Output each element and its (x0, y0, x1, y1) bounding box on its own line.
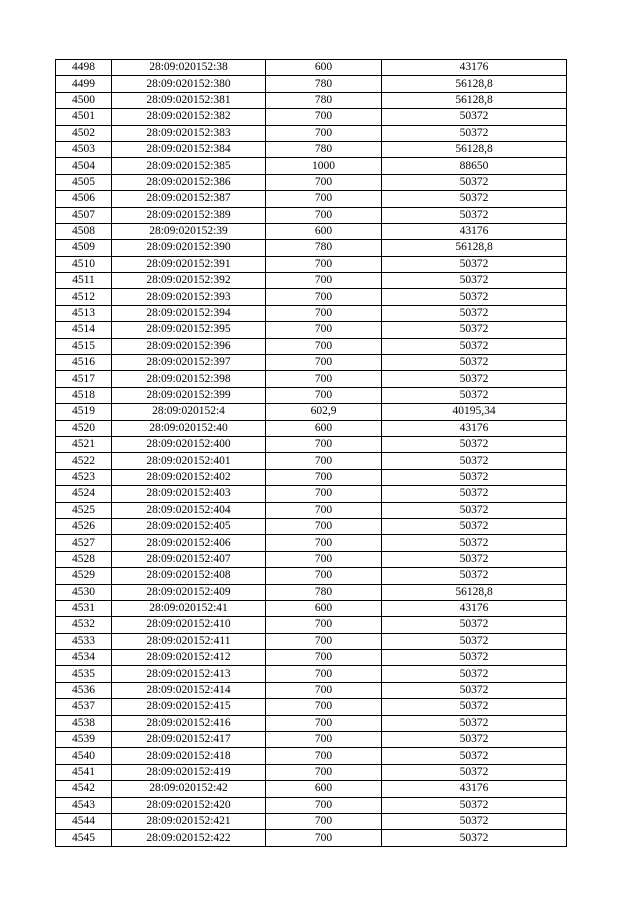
cadastral-number-cell: 28:09:020152:407 (112, 551, 266, 567)
number-cell: 700 (266, 666, 382, 682)
cadastral-number-cell: 28:09:020152:400 (112, 436, 266, 452)
cadastral-number-cell: 28:09:020152:417 (112, 732, 266, 748)
cadastral-number-cell: 28:09:020152:406 (112, 535, 266, 551)
index-cell: 4516 (56, 355, 112, 371)
cadastral-number-cell: 28:09:020152:411 (112, 633, 266, 649)
value-cell: 43176 (382, 600, 567, 616)
table-row (56, 600, 567, 616)
table-row (56, 273, 567, 289)
cadastral-number-cell: 28:09:020152:384 (112, 141, 266, 157)
value-cell: 50372 (382, 371, 567, 387)
table-row (56, 420, 567, 436)
number-cell: 780 (266, 584, 382, 600)
table-row (56, 584, 567, 600)
index-cell: 4542 (56, 781, 112, 797)
index-cell: 4514 (56, 322, 112, 338)
number-cell: 600 (266, 420, 382, 436)
table-row (56, 60, 567, 76)
value-cell: 50372 (382, 682, 567, 698)
table-row (56, 371, 567, 387)
number-cell: 700 (266, 830, 382, 846)
value-cell: 50372 (382, 338, 567, 354)
index-cell: 4540 (56, 748, 112, 764)
cadastral-number-cell: 28:09:020152:409 (112, 584, 266, 600)
value-cell: 50372 (382, 518, 567, 534)
number-cell: 700 (266, 682, 382, 698)
index-cell: 4536 (56, 682, 112, 698)
table-row (56, 469, 567, 485)
cadastral-number-cell: 28:09:020152:416 (112, 715, 266, 731)
value-cell: 50372 (382, 748, 567, 764)
index-cell: 4535 (56, 666, 112, 682)
value-cell: 50372 (382, 732, 567, 748)
cadastral-number-cell: 28:09:020152:38 (112, 60, 266, 76)
index-cell: 4512 (56, 289, 112, 305)
index-cell: 4544 (56, 813, 112, 829)
cadastral-number-cell: 28:09:020152:380 (112, 76, 266, 92)
table-row (56, 813, 567, 829)
cadastral-number-cell: 28:09:020152:403 (112, 486, 266, 502)
index-cell: 4529 (56, 568, 112, 584)
table-row (56, 453, 567, 469)
number-cell: 700 (266, 813, 382, 829)
index-cell: 4530 (56, 584, 112, 600)
cadastral-number-cell: 28:09:020152:41 (112, 600, 266, 616)
table-row (56, 109, 567, 125)
index-cell: 4502 (56, 125, 112, 141)
index-cell: 4507 (56, 207, 112, 223)
value-cell: 50372 (382, 469, 567, 485)
number-cell: 1000 (266, 158, 382, 174)
cadastral-number-cell: 28:09:020152:415 (112, 699, 266, 715)
table-row (56, 174, 567, 190)
index-cell: 4510 (56, 256, 112, 272)
value-cell: 50372 (382, 191, 567, 207)
value-cell: 50372 (382, 125, 567, 141)
number-cell: 700 (266, 322, 382, 338)
cadastral-number-cell: 28:09:020152:394 (112, 305, 266, 321)
number-cell: 700 (266, 338, 382, 354)
cadastral-number-cell: 28:09:020152:398 (112, 371, 266, 387)
cadastral-table (55, 59, 567, 847)
value-cell: 50372 (382, 256, 567, 272)
table-row (56, 223, 567, 239)
cadastral-number-cell: 28:09:020152:385 (112, 158, 266, 174)
index-cell: 4504 (56, 158, 112, 174)
number-cell: 700 (266, 109, 382, 125)
cadastral-number-cell: 28:09:020152:39 (112, 223, 266, 239)
table-row (56, 535, 567, 551)
index-cell: 4543 (56, 797, 112, 813)
index-cell: 4503 (56, 141, 112, 157)
value-cell: 56128,8 (382, 240, 567, 256)
cadastral-number-cell: 28:09:020152:392 (112, 273, 266, 289)
index-cell: 4524 (56, 486, 112, 502)
value-cell: 50372 (382, 797, 567, 813)
cadastral-number-cell: 28:09:020152:404 (112, 502, 266, 518)
table-row (56, 764, 567, 780)
number-cell: 700 (266, 617, 382, 633)
index-cell: 4539 (56, 732, 112, 748)
value-cell: 43176 (382, 60, 567, 76)
index-cell: 4525 (56, 502, 112, 518)
number-cell: 700 (266, 764, 382, 780)
index-cell: 4521 (56, 436, 112, 452)
index-cell: 4505 (56, 174, 112, 190)
number-cell: 700 (266, 191, 382, 207)
cadastral-number-cell: 28:09:020152:405 (112, 518, 266, 534)
value-cell: 56128,8 (382, 584, 567, 600)
table-row (56, 502, 567, 518)
number-cell: 700 (266, 371, 382, 387)
value-cell: 50372 (382, 813, 567, 829)
table-row (56, 551, 567, 567)
cadastral-number-cell: 28:09:020152:419 (112, 764, 266, 780)
index-cell: 4545 (56, 830, 112, 846)
number-cell: 700 (266, 568, 382, 584)
table-row (56, 256, 567, 272)
value-cell: 50372 (382, 764, 567, 780)
cadastral-number-cell: 28:09:020152:389 (112, 207, 266, 223)
value-cell: 50372 (382, 453, 567, 469)
number-cell: 700 (266, 256, 382, 272)
value-cell: 50372 (382, 568, 567, 584)
table-row (56, 92, 567, 108)
table-row (56, 305, 567, 321)
value-cell: 56128,8 (382, 76, 567, 92)
number-cell: 700 (266, 502, 382, 518)
table-row (56, 797, 567, 813)
value-cell: 50372 (382, 387, 567, 403)
cadastral-number-cell: 28:09:020152:399 (112, 387, 266, 403)
number-cell: 700 (266, 469, 382, 485)
index-cell: 4531 (56, 600, 112, 616)
number-cell: 700 (266, 699, 382, 715)
value-cell: 50372 (382, 699, 567, 715)
cadastral-number-cell: 28:09:020152:382 (112, 109, 266, 125)
value-cell: 50372 (382, 633, 567, 649)
number-cell: 700 (266, 207, 382, 223)
index-cell: 4518 (56, 387, 112, 403)
number-cell: 700 (266, 305, 382, 321)
index-cell: 4515 (56, 338, 112, 354)
cadastral-number-cell: 28:09:020152:413 (112, 666, 266, 682)
table-row (56, 781, 567, 797)
index-cell: 4532 (56, 617, 112, 633)
index-cell: 4528 (56, 551, 112, 567)
value-cell: 50372 (382, 207, 567, 223)
cadastral-number-cell: 28:09:020152:390 (112, 240, 266, 256)
cadastral-number-cell: 28:09:020152:387 (112, 191, 266, 207)
number-cell: 602,9 (266, 404, 382, 420)
table-row (56, 191, 567, 207)
number-cell: 700 (266, 650, 382, 666)
value-cell: 50372 (382, 109, 567, 125)
table-row (56, 207, 567, 223)
value-cell: 50372 (382, 502, 567, 518)
table-row (56, 518, 567, 534)
index-cell: 4534 (56, 650, 112, 666)
number-cell: 600 (266, 60, 382, 76)
index-cell: 4506 (56, 191, 112, 207)
index-cell: 4517 (56, 371, 112, 387)
table-body (56, 60, 567, 847)
value-cell: 50372 (382, 551, 567, 567)
number-cell: 700 (266, 125, 382, 141)
value-cell: 50372 (382, 486, 567, 502)
table-row (56, 322, 567, 338)
value-cell: 88650 (382, 158, 567, 174)
value-cell: 50372 (382, 174, 567, 190)
index-cell: 4533 (56, 633, 112, 649)
value-cell: 50372 (382, 617, 567, 633)
table-row (56, 666, 567, 682)
cadastral-number-cell: 28:09:020152:414 (112, 682, 266, 698)
cadastral-number-cell: 28:09:020152:383 (112, 125, 266, 141)
cadastral-number-cell: 28:09:020152:4 (112, 404, 266, 420)
cadastral-number-cell: 28:09:020152:393 (112, 289, 266, 305)
table-row (56, 650, 567, 666)
index-cell: 4511 (56, 273, 112, 289)
table-row (56, 617, 567, 633)
number-cell: 700 (266, 797, 382, 813)
value-cell: 50372 (382, 436, 567, 452)
number-cell: 780 (266, 141, 382, 157)
table-row (56, 699, 567, 715)
index-cell: 4527 (56, 535, 112, 551)
table-row (56, 830, 567, 846)
index-cell: 4501 (56, 109, 112, 125)
value-cell: 50372 (382, 650, 567, 666)
table-row (56, 633, 567, 649)
number-cell: 700 (266, 355, 382, 371)
value-cell: 50372 (382, 830, 567, 846)
cadastral-number-cell: 28:09:020152:42 (112, 781, 266, 797)
table-row (56, 289, 567, 305)
table-row (56, 682, 567, 698)
value-cell: 43176 (382, 223, 567, 239)
index-cell: 4498 (56, 60, 112, 76)
index-cell: 4541 (56, 764, 112, 780)
table-row (56, 387, 567, 403)
table-row (56, 486, 567, 502)
table-row (56, 76, 567, 92)
table-row (56, 355, 567, 371)
number-cell: 700 (266, 551, 382, 567)
table-row (56, 240, 567, 256)
cadastral-number-cell: 28:09:020152:396 (112, 338, 266, 354)
number-cell: 700 (266, 535, 382, 551)
number-cell: 700 (266, 518, 382, 534)
cadastral-number-cell: 28:09:020152:386 (112, 174, 266, 190)
number-cell: 600 (266, 600, 382, 616)
table-row (56, 404, 567, 420)
number-cell: 700 (266, 289, 382, 305)
value-cell: 40195,34 (382, 404, 567, 420)
number-cell: 700 (266, 633, 382, 649)
index-cell: 4513 (56, 305, 112, 321)
cadastral-number-cell: 28:09:020152:381 (112, 92, 266, 108)
index-cell: 4523 (56, 469, 112, 485)
cadastral-number-cell: 28:09:020152:40 (112, 420, 266, 436)
number-cell: 700 (266, 748, 382, 764)
cadastral-number-cell: 28:09:020152:395 (112, 322, 266, 338)
table-row (56, 436, 567, 452)
cadastral-number-cell: 28:09:020152:421 (112, 813, 266, 829)
cadastral-number-cell: 28:09:020152:418 (112, 748, 266, 764)
index-cell: 4538 (56, 715, 112, 731)
cadastral-number-cell: 28:09:020152:397 (112, 355, 266, 371)
number-cell: 700 (266, 436, 382, 452)
cadastral-number-cell: 28:09:020152:391 (112, 256, 266, 272)
number-cell: 780 (266, 76, 382, 92)
number-cell: 600 (266, 223, 382, 239)
number-cell: 780 (266, 92, 382, 108)
value-cell: 50372 (382, 535, 567, 551)
table-row (56, 748, 567, 764)
number-cell: 700 (266, 715, 382, 731)
cadastral-number-cell: 28:09:020152:410 (112, 617, 266, 633)
number-cell: 700 (266, 273, 382, 289)
value-cell: 56128,8 (382, 141, 567, 157)
table-row (56, 141, 567, 157)
number-cell: 780 (266, 240, 382, 256)
index-cell: 4499 (56, 76, 112, 92)
table-row (56, 732, 567, 748)
number-cell: 600 (266, 781, 382, 797)
index-cell: 4519 (56, 404, 112, 420)
table-row (56, 715, 567, 731)
value-cell: 50372 (382, 355, 567, 371)
value-cell: 43176 (382, 420, 567, 436)
cadastral-number-cell: 28:09:020152:408 (112, 568, 266, 584)
value-cell: 50372 (382, 322, 567, 338)
index-cell: 4526 (56, 518, 112, 534)
number-cell: 700 (266, 453, 382, 469)
cadastral-number-cell: 28:09:020152:401 (112, 453, 266, 469)
number-cell: 700 (266, 486, 382, 502)
cadastral-number-cell: 28:09:020152:412 (112, 650, 266, 666)
value-cell: 50372 (382, 305, 567, 321)
index-cell: 4522 (56, 453, 112, 469)
index-cell: 4537 (56, 699, 112, 715)
table-row (56, 338, 567, 354)
number-cell: 700 (266, 732, 382, 748)
value-cell: 50372 (382, 273, 567, 289)
value-cell: 56128,8 (382, 92, 567, 108)
index-cell: 4509 (56, 240, 112, 256)
number-cell: 700 (266, 387, 382, 403)
cadastral-number-cell: 28:09:020152:422 (112, 830, 266, 846)
index-cell: 4500 (56, 92, 112, 108)
cadastral-number-cell: 28:09:020152:420 (112, 797, 266, 813)
table-row (56, 158, 567, 174)
table-row (56, 568, 567, 584)
index-cell: 4520 (56, 420, 112, 436)
number-cell: 700 (266, 174, 382, 190)
value-cell: 50372 (382, 715, 567, 731)
index-cell: 4508 (56, 223, 112, 239)
value-cell: 43176 (382, 781, 567, 797)
value-cell: 50372 (382, 289, 567, 305)
table-row (56, 125, 567, 141)
value-cell: 50372 (382, 666, 567, 682)
cadastral-number-cell: 28:09:020152:402 (112, 469, 266, 485)
